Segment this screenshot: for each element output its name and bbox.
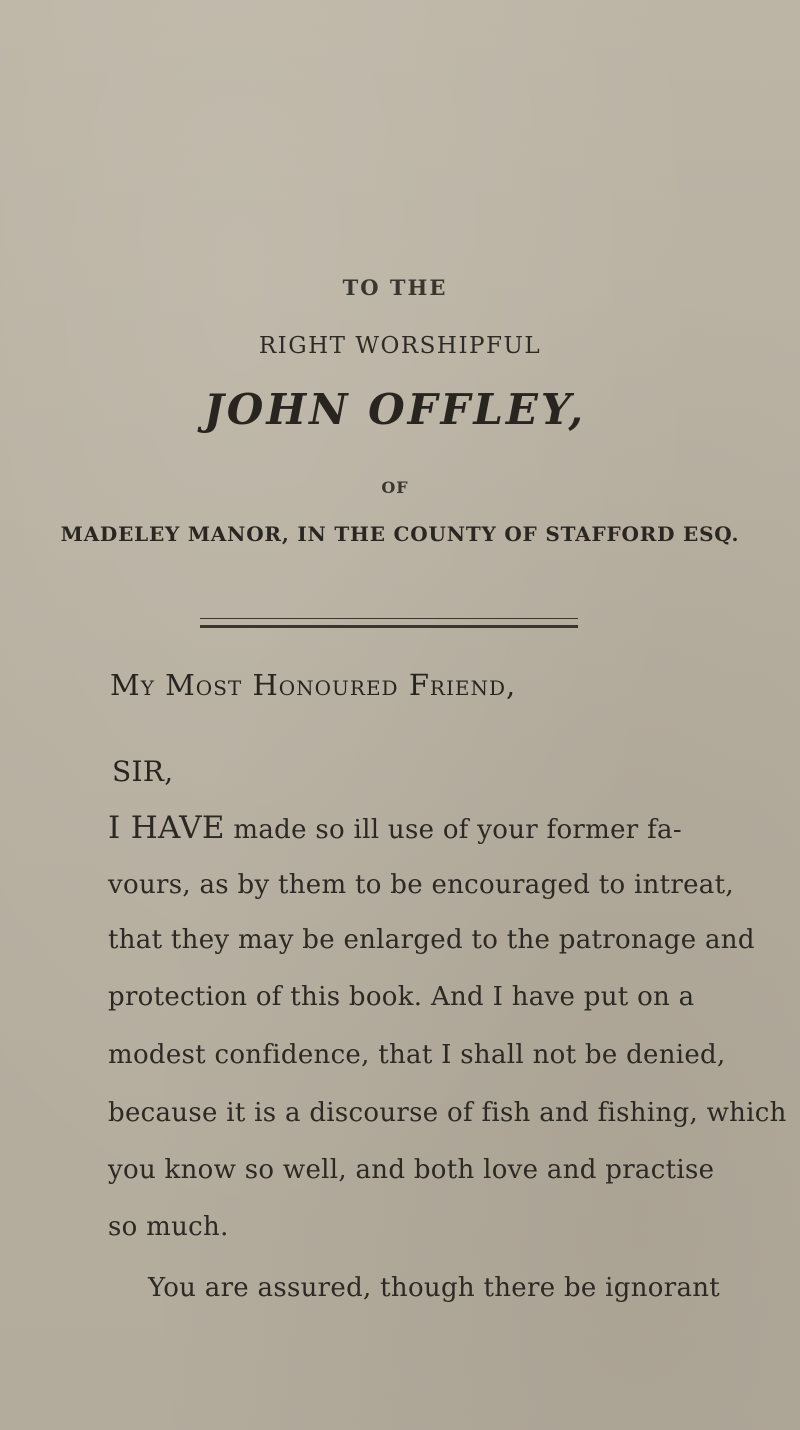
letter-line-4: protection of this book. And I have put on a (108, 982, 695, 1012)
opening-words: I HAVE (108, 810, 225, 846)
dedication-to-the: TO THE (342, 275, 448, 300)
letter-line-1 (108, 810, 682, 846)
letter-line-2: vours, as by them to be encouraged to intreat, (108, 870, 734, 900)
letter-line-5: modest confidence, that I shall not be denied, (108, 1040, 726, 1070)
letter-line-6: because it is a discourse of fish and fishing, which (108, 1098, 787, 1128)
dedicatee-name: JOHN OFFLEY, (203, 385, 587, 434)
letter-sir: SIR, (112, 755, 174, 788)
dedicatee-place: MADELEY MANOR, IN THE COUNTY OF STAFFORD ESQ. (60, 522, 740, 546)
letter-salutation: My Most Honoured Friend, (110, 668, 517, 702)
letter-line-7: you know so well, and both love and practise (108, 1155, 715, 1185)
letter-line-1-text: made so ill use of your former fa- (233, 815, 682, 845)
dedication-of: OF (381, 478, 409, 497)
letter-line-9: You are assured, though there be ignorant (148, 1273, 721, 1303)
double-rule-divider (200, 618, 578, 628)
letter-line-3: that they may be enlarged to the patronage and (108, 925, 755, 955)
letter-line-8: so much. (108, 1212, 229, 1242)
dedication-title: RIGHT WORSHIPFUL (258, 333, 542, 359)
